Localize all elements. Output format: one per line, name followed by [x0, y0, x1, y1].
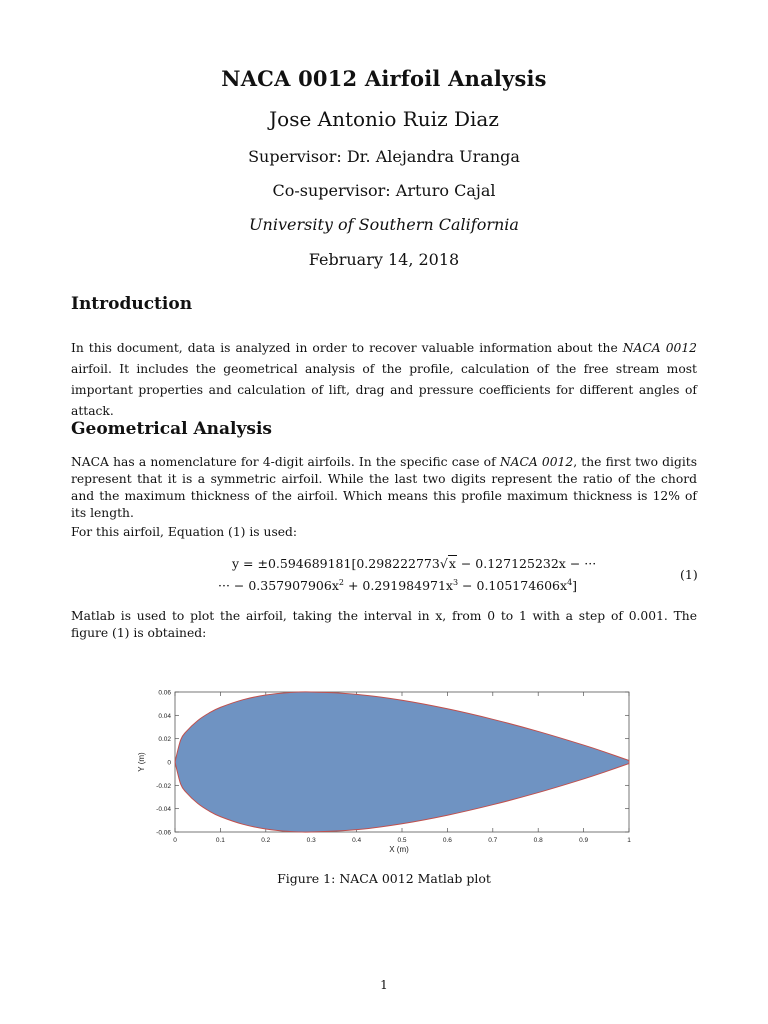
y-tick-label: -0.04: [156, 806, 171, 814]
x-tick-label: 0.2: [261, 837, 271, 844]
y-tick-label: 0.02: [158, 736, 171, 744]
geo-text-start: NACA has a nomenclature for 4-digit airfoils. In the specific case of: [71, 455, 500, 469]
geo-airfoil-name: NACA 0012: [499, 455, 574, 469]
x-tick-label: 0.7: [488, 837, 498, 844]
eq-exp-2: 2: [338, 578, 344, 587]
equation-intro: For this airfoil, Equation (1) is used:: [71, 525, 298, 539]
x-tick-label: 0.9: [579, 837, 589, 844]
intro-airfoil-name: NACA 0012: [622, 341, 697, 355]
eq-l2-b: + 0.291984971x: [344, 578, 453, 594]
eq-l2-a: ··· − 0.357907906x: [218, 578, 339, 594]
x-axis-label: X (m): [389, 845, 409, 854]
equation-line-1: y = ±0.594689181[0.298222773√x − 0.127125232x − ···: [232, 556, 597, 571]
page-number: 1: [380, 978, 388, 992]
y-tick-label: 0.04: [158, 712, 171, 720]
x-tick-label: 0.3: [306, 837, 316, 844]
cosupervisor-line: Co-supervisor: Arturo Cajal: [272, 181, 496, 200]
eq-exp-3: 3: [452, 578, 459, 587]
airfoil-chart: [135, 688, 635, 854]
eq-l1-b: − 0.127125232x − ···: [456, 556, 597, 571]
intro-text-start: In this document, data is analyzed in order to recover valuable information about the: [71, 341, 623, 355]
document-date: February 14, 2018: [308, 250, 460, 269]
eq-l2-d: ]: [572, 578, 578, 594]
matlab-paragraph: Matlab is used to plot the airfoil, taking the interval in x, from 0 to 1 with a step of 0.001. The figure (1) is obtained:: [71, 609, 697, 640]
introduction-paragraph: [71, 338, 697, 422]
y-tick-label: -0.06: [156, 829, 171, 837]
eq-exp-4: 4: [567, 578, 573, 587]
equation-line-2: [218, 578, 577, 593]
author-name: Jose Antonio Ruiz Diaz: [269, 107, 499, 131]
y-tick-label: 0.06: [158, 689, 171, 697]
y-tick-label: 0: [167, 759, 171, 767]
eq-l2-c: − 0.105174606x: [458, 578, 568, 594]
supervisor-line: Supervisor: Dr. Alejandra Uranga: [248, 147, 520, 166]
university-name: University of Southern California: [249, 215, 519, 234]
eq-sqrt-arg: x: [448, 556, 456, 571]
geometrical-paragraph: [71, 454, 697, 522]
figure-caption: Figure 1: NACA 0012 Matlab plot: [277, 871, 491, 886]
eq-l1-a: y = ±0.594689181[0.298222773: [232, 556, 440, 571]
geo-text-end: , the first two digits represent that it is a symmetric airfoil. While the last two digits represent the ratio of the chord and the maximum thickness of the airfoil. Which means this profile maximum thickness is 12% of its length.: [71, 455, 698, 520]
y-tick-label: -0.02: [156, 782, 171, 790]
x-tick-label: 0.5: [397, 837, 407, 844]
x-tick-label: 0.8: [533, 837, 543, 844]
x-tick-label: 0.6: [442, 837, 452, 844]
geometrical-analysis-heading: Geometrical Analysis: [71, 419, 272, 439]
x-tick-label: 0: [173, 837, 177, 844]
intro-text-end: airfoil. It includes the geometrical analysis of the profile, calculation of the free stream most important properties and calculation of lift, drag and pressure coefficients for different angles of attack.: [71, 362, 697, 418]
y-axis-label: Y (m): [137, 752, 146, 772]
x-tick-label: 0.4: [352, 837, 362, 844]
paper-title: NACA 0012 Airfoil Analysis: [221, 66, 547, 91]
x-tick-label: 1: [627, 837, 631, 844]
equation-number: (1): [680, 567, 698, 582]
introduction-heading: Introduction: [71, 294, 193, 314]
x-tick-label: 0.1: [215, 837, 225, 844]
